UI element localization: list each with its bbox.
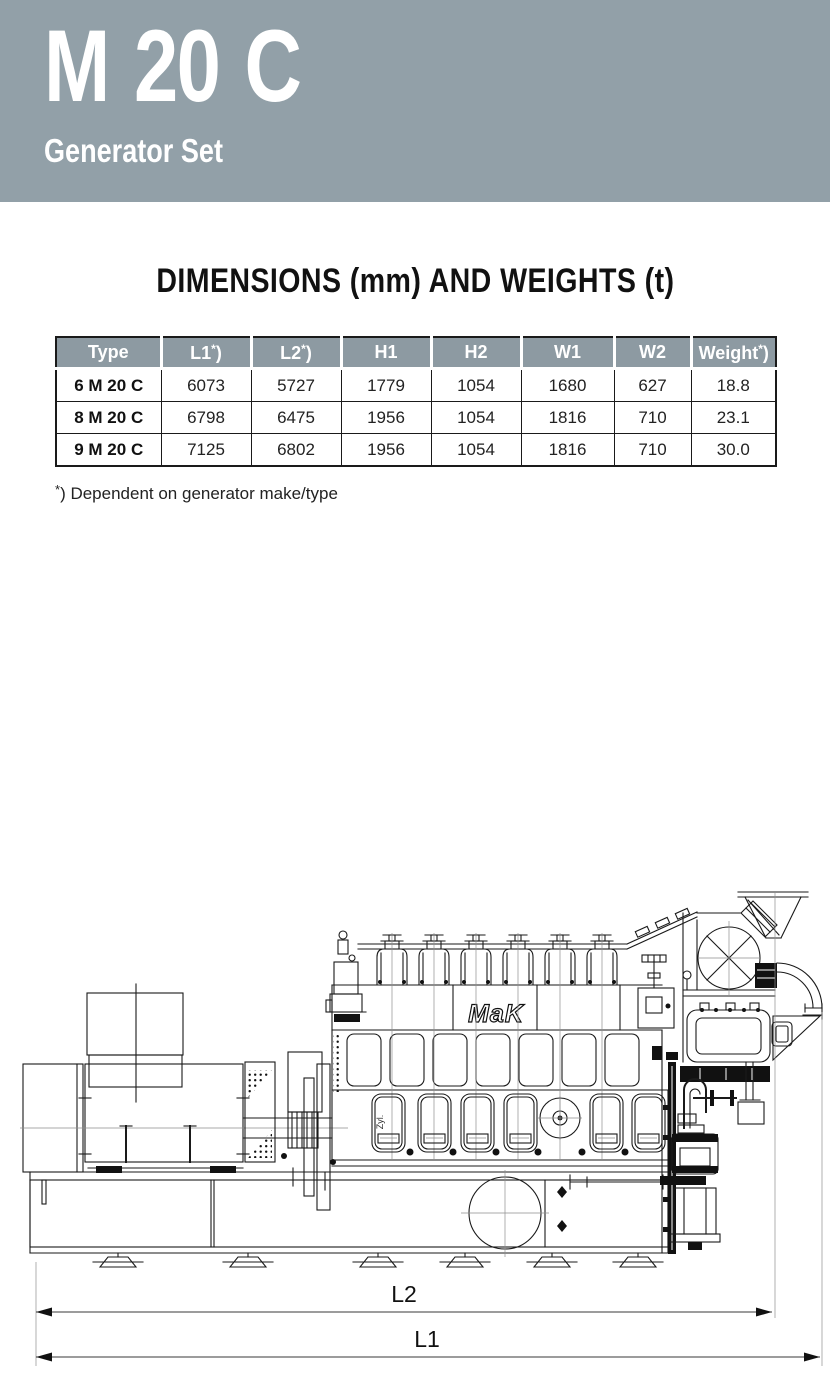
cooler-fins bbox=[755, 963, 777, 988]
table-cell: 23.1 bbox=[691, 402, 776, 434]
table-cell: 9 M 20 C bbox=[56, 434, 161, 467]
page-subtitle: Generator Set bbox=[44, 132, 223, 169]
table-cell: 6802 bbox=[251, 434, 341, 467]
table-cell: 710 bbox=[614, 402, 691, 434]
table-cell: 18.8 bbox=[691, 369, 776, 402]
generator bbox=[20, 984, 348, 1173]
table-cell: 6798 bbox=[161, 402, 251, 434]
intake-funnel bbox=[738, 892, 808, 938]
table-cell: 7125 bbox=[161, 434, 251, 467]
support-bracket bbox=[773, 1016, 820, 1060]
dimension-line-l2 bbox=[36, 1281, 772, 1317]
column-header-w1: W1 bbox=[521, 337, 614, 369]
table-cell: 1054 bbox=[431, 402, 521, 434]
mak-logo: MaK bbox=[468, 1000, 524, 1028]
table-cell: 1956 bbox=[341, 402, 431, 434]
attached-pump bbox=[538, 1096, 582, 1140]
column-header-l2: L2*) bbox=[251, 337, 341, 369]
base-frame bbox=[30, 1172, 668, 1267]
cylinder-label: Zyl. bbox=[375, 1114, 385, 1130]
table-cell: 6475 bbox=[251, 402, 341, 434]
governor-box bbox=[638, 955, 674, 1028]
engine-block bbox=[332, 985, 668, 1166]
louvre-panel bbox=[248, 1130, 272, 1158]
page-title: M 20 C bbox=[44, 9, 301, 123]
table-cell: 6 M 20 C bbox=[56, 369, 161, 402]
crankcase-doors bbox=[372, 1094, 665, 1156]
table-cell: 627 bbox=[614, 369, 691, 402]
column-header-l1: L1*) bbox=[161, 337, 251, 369]
support-pedestal bbox=[674, 1188, 716, 1234]
table-cell: 1680 bbox=[521, 369, 614, 402]
table-cell: 1816 bbox=[521, 434, 614, 467]
table-cell: 1054 bbox=[431, 434, 521, 467]
column-header-type: Type bbox=[56, 337, 161, 369]
section-title: DIMENSIONS (mm) AND WEIGHTS (t) bbox=[155, 262, 675, 300]
table-cell: 710 bbox=[614, 434, 691, 467]
table-cell: 5727 bbox=[251, 369, 341, 402]
dim-label-l2: L2 bbox=[391, 1281, 417, 1307]
table-cell: 1779 bbox=[341, 369, 431, 402]
oil-pan bbox=[461, 1090, 668, 1257]
column-header-h2: H2 bbox=[431, 337, 521, 369]
table-cell: 6073 bbox=[161, 369, 251, 402]
piping bbox=[660, 1062, 764, 1254]
heat-exchanger bbox=[687, 1003, 770, 1062]
generator-air-box bbox=[87, 993, 183, 1055]
dim-label-l1: L1 bbox=[414, 1326, 440, 1352]
footnote: *) Dependent on generator make/type bbox=[55, 482, 338, 503]
mounting-feet bbox=[93, 1253, 663, 1267]
table-cell: 30.0 bbox=[691, 434, 776, 467]
louvre-panel bbox=[248, 1070, 272, 1098]
column-header-h1: H1 bbox=[341, 337, 431, 369]
fuel-pump-cluster bbox=[326, 931, 366, 1022]
table-cell: 8 M 20 C bbox=[56, 402, 161, 434]
column-header-weight: Weight*) bbox=[691, 337, 776, 369]
table-cell: 1956 bbox=[341, 434, 431, 467]
table-cell: 1054 bbox=[431, 369, 521, 402]
column-header-w2: W2 bbox=[614, 337, 691, 369]
dimension-line-l1 bbox=[36, 1326, 820, 1362]
turbocharger bbox=[638, 892, 822, 1082]
table-cell: 1816 bbox=[521, 402, 614, 434]
exhaust-bend bbox=[777, 963, 822, 1008]
